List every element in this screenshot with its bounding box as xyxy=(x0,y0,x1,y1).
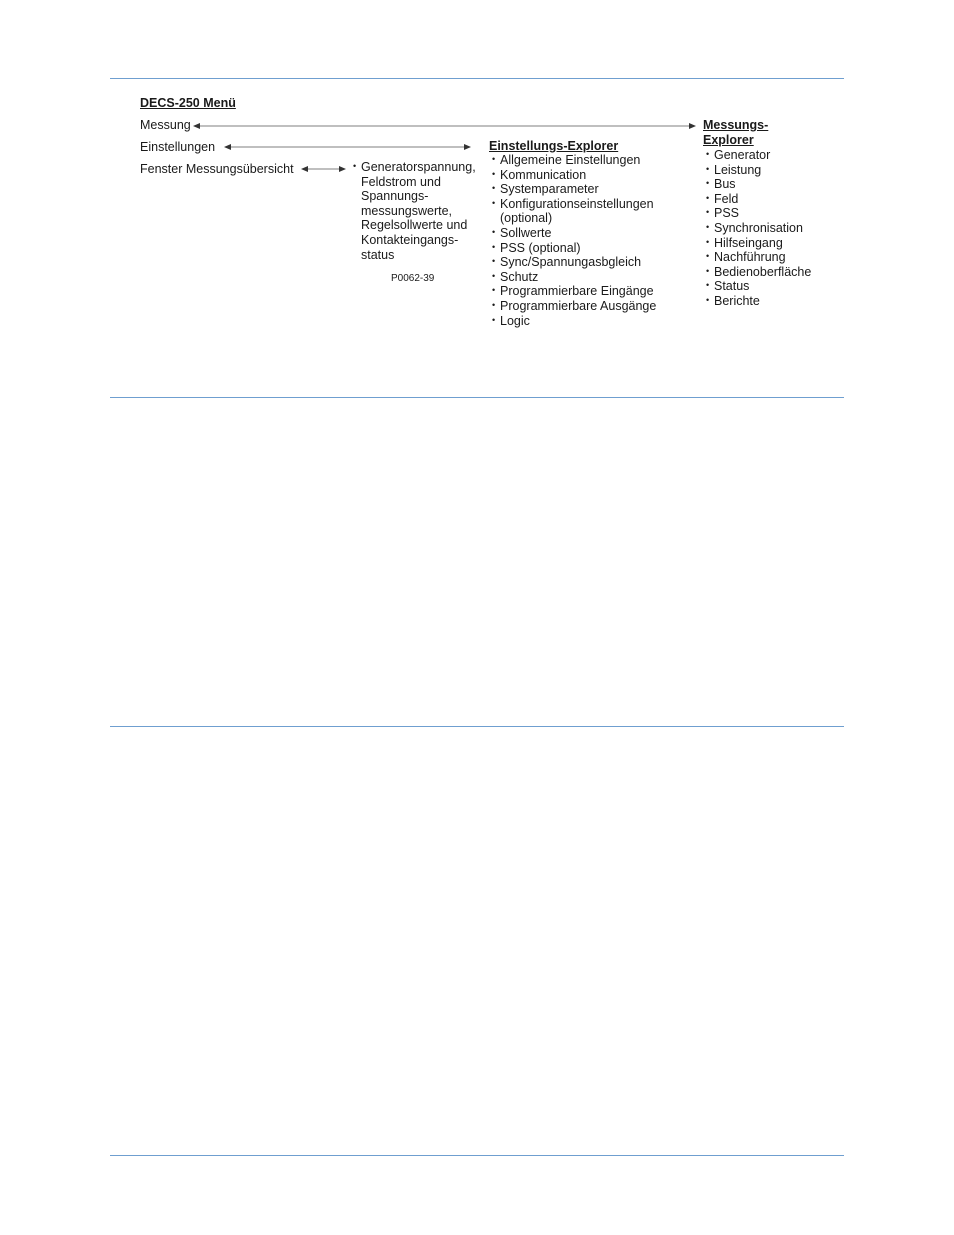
bullet: • xyxy=(492,226,496,237)
bullet: • xyxy=(492,197,496,208)
messungs-explorer-heading-line1: Messungs- xyxy=(703,118,769,132)
overview-line: Generatorspannung, xyxy=(361,160,476,174)
bullet: • xyxy=(706,207,710,218)
list-item: • Allgemeine Einstellungen xyxy=(492,153,641,167)
root-item-fenster-messungsuebersicht: Fenster Messungsübersicht xyxy=(140,162,294,176)
diagram-title: DECS-250 Menü xyxy=(140,96,236,110)
overview-line: status xyxy=(361,247,395,262)
bullet: • xyxy=(492,270,496,281)
list-item: • Feld xyxy=(706,191,739,206)
list-item: • Hilfseingang xyxy=(706,235,783,250)
messungs-explorer-heading-line2: Explorer xyxy=(703,132,754,147)
bullet: • xyxy=(706,149,710,159)
root-item-messung: Messung xyxy=(140,118,191,132)
list-item: • PSS (optional) xyxy=(492,240,581,255)
list-item: • Status xyxy=(706,279,750,294)
list-item: • Leistung xyxy=(706,162,762,177)
list-item: • Konfigurationseinstellungen (optional) xyxy=(489,197,656,226)
bullet: • xyxy=(492,168,496,179)
einstellungs-explorer-list xyxy=(489,153,656,328)
overview-description xyxy=(361,160,476,262)
bullet: • xyxy=(492,241,496,252)
bullet: • xyxy=(706,251,710,262)
bullet: • xyxy=(492,256,496,267)
overview-bullet: • xyxy=(353,161,357,171)
list-item: • Bus xyxy=(706,177,736,192)
list-item: • Kommunication xyxy=(492,167,587,182)
bullet: • xyxy=(492,154,496,164)
bullet: • xyxy=(706,265,710,276)
list-item: • Synchronisation xyxy=(706,220,803,235)
bullet: • xyxy=(492,314,496,325)
overview-line: messungswerte, xyxy=(361,203,453,218)
bullet: • xyxy=(706,236,710,247)
bullet: • xyxy=(706,163,710,174)
bullet: • xyxy=(492,183,496,194)
list-item: • Systemparameter xyxy=(492,182,599,197)
list-item-continuation: (optional) xyxy=(500,211,553,226)
overview-line: Regelsollwerte und xyxy=(361,218,468,233)
figure-id: P0062-39 xyxy=(391,273,435,284)
list-item: • Logic xyxy=(492,313,530,328)
root-item-einstellungen: Einstellungen xyxy=(140,140,216,154)
list-item: • Programmierbare Eingänge xyxy=(492,284,654,299)
overview-line: Feldstrom und xyxy=(361,174,441,189)
bullet: • xyxy=(706,294,710,305)
page-rule-3 xyxy=(110,726,844,727)
list-item: • Bedienoberfläche xyxy=(706,264,812,279)
bullet: • xyxy=(706,221,710,232)
overview-line: Kontakteingangs- xyxy=(361,232,459,247)
list-item: • Nachführung xyxy=(706,250,786,265)
einstellungs-explorer-heading: Einstellungs-Explorer xyxy=(489,139,619,153)
page-rule-bottom xyxy=(110,1155,844,1156)
list-item: • PSS xyxy=(706,206,740,221)
bullet: • xyxy=(492,285,496,296)
list-item: • Schutz xyxy=(492,269,539,284)
list-item: • Programmierbare Ausgänge xyxy=(492,298,657,313)
list-item: • Sync/Spannungasbgleich xyxy=(492,255,642,270)
list-item: • Berichte xyxy=(706,293,760,308)
overview-line: Spannungs- xyxy=(361,189,429,204)
list-item: • Generator xyxy=(706,148,771,162)
bullet: • xyxy=(492,299,496,310)
messungs-explorer-list xyxy=(703,148,811,309)
bullet: • xyxy=(706,192,710,203)
bullet: • xyxy=(706,280,710,291)
list-item: • Sollwerte xyxy=(492,225,552,240)
messungs-explorer-heading xyxy=(703,118,768,147)
bullet: • xyxy=(706,178,710,189)
